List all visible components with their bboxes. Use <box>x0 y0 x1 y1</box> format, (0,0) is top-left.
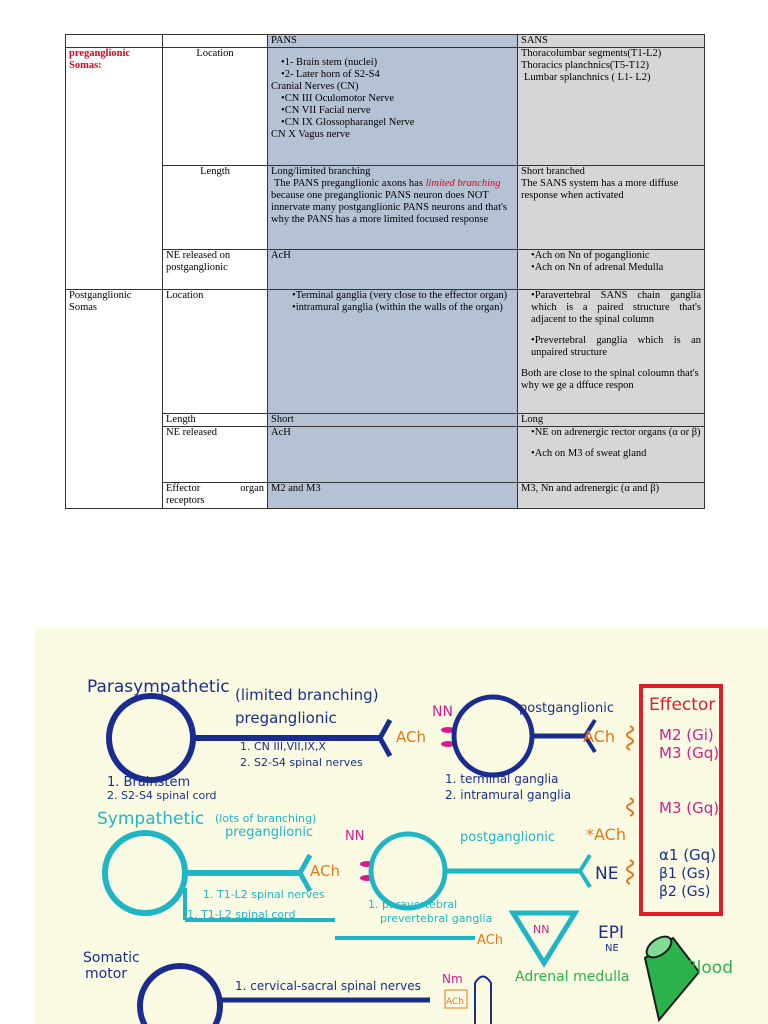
sym-post-terminal <box>580 855 590 887</box>
row-label-effector: Effector organ receptors <box>163 483 268 509</box>
soma-ach: ACh <box>446 997 464 1007</box>
list-item: • NE on adrenergic rector organs (α or β) <box>531 427 701 439</box>
sym-ach-label: ACh <box>310 862 340 880</box>
adrenal-medulla-shape <box>513 913 575 963</box>
sym-m3-spring <box>627 798 633 816</box>
soma-nerves: 1. cervical-sacral spinal nerves <box>235 979 421 993</box>
receptor-beta2: β2 (Gs) <box>659 884 711 900</box>
row-label-ne: NE released <box>163 427 268 483</box>
adrenal-label: Adrenal medulla <box>515 969 630 985</box>
para-branch: (limited branching) <box>235 686 379 704</box>
list-item: • Ach on Nn of poganglionic <box>531 250 701 262</box>
post-location-pans <box>268 290 518 414</box>
list-item: • 2- Later horn of S2-S4 <box>281 69 514 81</box>
para-nn-label: NN <box>432 704 453 720</box>
sans-note: Both are close to the spinal coloumn that's why we ge a dffuce respon <box>521 368 699 391</box>
para-cord: 2. S2-S4 spinal cord <box>107 789 217 802</box>
list-item: • Paravertebral SANS chain ganglia which is a paired structure that's adjacent to the spinal column <box>531 290 701 326</box>
skeletal-muscle-fiber <box>475 977 491 1024</box>
post-effector-pans: M2 and M3 <box>268 483 518 509</box>
blood-label: Blood <box>685 958 733 978</box>
sym-pre: preganglionic <box>225 825 314 840</box>
post-ne-sans <box>518 427 705 483</box>
receptor-alpha1: α1 (Gq) <box>659 846 717 864</box>
para-receptor-spring <box>627 726 633 750</box>
sym-terminal <box>300 855 310 891</box>
soma-title: Somatic <box>83 950 140 966</box>
length-text: The PANS preganglionic axons has <box>274 178 426 189</box>
ne-small-label: NE <box>605 943 619 954</box>
length-title: Short branched <box>521 166 585 177</box>
table-row <box>66 290 705 414</box>
list-item: • CN IX Glossopharangel Nerve <box>281 117 514 129</box>
para-brainstem: 1. Brainstem <box>107 775 191 790</box>
pre-location-pans <box>268 48 518 166</box>
receptor-m2: M2 (Gi) <box>659 726 714 744</box>
sym-post-soma <box>371 834 445 908</box>
sym-prev: prevertebral ganglia <box>380 912 493 925</box>
list-item: • Prevertebral ganglia which is an unpaired structure <box>531 335 701 359</box>
cn-title: Cranial Nerves (CN) <box>271 81 359 92</box>
receptor-m3: M3 (Gq) <box>659 744 720 762</box>
pre-length-pans <box>268 166 518 250</box>
list-item: • CN VII Facial nerve <box>281 105 514 117</box>
table-row <box>66 48 705 166</box>
length-title: Long/limited branching <box>271 166 371 177</box>
list-item: Thoracics planchnics(T5-T12) <box>521 60 649 71</box>
row-label-length: Length <box>163 166 268 250</box>
table-header-row <box>66 35 705 48</box>
list-item: • intramural ganglia (within the walls of the organ) <box>292 302 514 314</box>
para-terminal <box>380 720 390 756</box>
sym-star-ach: *ACh <box>586 825 626 844</box>
soma-nm: Nm <box>442 972 463 986</box>
sym-adrenal-ach: ACh <box>477 933 503 948</box>
pre-length-sans <box>518 166 705 250</box>
header-sans: SANS <box>518 35 705 48</box>
para-title: Parasympathetic <box>87 677 230 697</box>
post-ne-pans: AcH <box>268 427 518 483</box>
para-spinal: 2. S2-S4 spinal nerves <box>240 756 363 769</box>
limited-branching-emphasis: limited branching <box>425 178 501 189</box>
para-pre: preganglionic <box>235 709 337 727</box>
sym-post: postganglionic <box>460 830 555 845</box>
para-term: 1. terminal ganglia <box>445 772 559 786</box>
header-cell <box>66 35 163 48</box>
para-intra: 2. intramural ganglia <box>445 788 572 802</box>
sym-nerves: 1. T1-L2 spinal nerves <box>203 888 325 901</box>
autonomic-pathway-sketch <box>35 628 768 1024</box>
pre-ne-pans: AcH <box>268 250 518 290</box>
cn-last: CN X Vagus nerve <box>271 129 350 140</box>
row-label-ne: NE released on postganglionic <box>163 250 268 290</box>
para-ach-label: ACh <box>396 728 426 746</box>
sym-adrenergic-spring <box>627 860 633 884</box>
list-item: • CN III Oculomotor Nerve <box>281 93 514 105</box>
receptor-m3-sym: M3 (Gq) <box>659 799 720 817</box>
post-length-sans: Long <box>518 414 705 427</box>
para-cn: 1. CN III,VII,IX,X <box>240 740 326 753</box>
list-item: • Terminal ganglia (very close to the effector organ) <box>292 290 514 302</box>
header-cell <box>163 35 268 48</box>
pathway-diagram <box>35 628 768 1024</box>
sym-title: Sympathetic <box>97 809 205 829</box>
sym-ne-label: NE <box>595 864 619 884</box>
list-item: • 1- Brain stem (nuclei) <box>281 57 514 69</box>
preganglionic-label: preganglionic Somas: <box>66 48 163 290</box>
post-effector-sans: M3, Nn and adrenergic (α and β) <box>518 483 705 509</box>
sym-nn-label: NN <box>345 829 365 844</box>
sym-para: 1. paravertebral <box>368 898 458 911</box>
effector-title: Effector <box>649 695 716 715</box>
list-item: Lumbar splanchnics ( L1- L2) <box>524 72 651 83</box>
epi-label: EPI <box>598 923 625 943</box>
row-label-location: Location <box>163 48 268 166</box>
post-length-pans: Short <box>268 414 518 427</box>
sym-cord: 1. T1-L2 spinal cord <box>187 908 296 921</box>
post-location-sans <box>518 290 705 414</box>
adrenal-nn: NN <box>533 923 550 936</box>
list-item: • Ach on Nn of adrenal Medulla <box>531 262 701 274</box>
para-post-ach: ACh <box>583 727 615 746</box>
pre-location-sans <box>518 48 705 166</box>
row-label-location: Location <box>163 290 268 414</box>
somatic-neuron-soma <box>140 966 220 1024</box>
autonomic-comparison-table <box>65 34 705 509</box>
list-item: • Ach on M3 of sweat gland <box>531 448 701 460</box>
soma-sub: motor <box>85 966 128 982</box>
postganglionic-label: Postganglionic Somas <box>66 290 163 509</box>
receptor-beta1: β1 (Gs) <box>659 866 711 882</box>
length-text: because one preganglionic PANS neuron does NOT innervate many postganglionic PANS neurons and that's why the PANS has a more limited focused response <box>271 190 507 225</box>
list-item: Thoracolumbar segments(T1-L2) <box>521 48 662 59</box>
para-neuron-soma <box>109 696 193 780</box>
length-text: The SANS system has a more diffuse response when activated <box>521 178 679 201</box>
para-post: postganglionic <box>519 701 614 716</box>
header-pans: PANS <box>268 35 518 48</box>
sym-neuron-soma <box>105 833 185 913</box>
pre-ne-sans <box>518 250 705 290</box>
row-label-length: Length <box>163 414 268 427</box>
sym-branch: (lots of branching) <box>215 812 317 825</box>
